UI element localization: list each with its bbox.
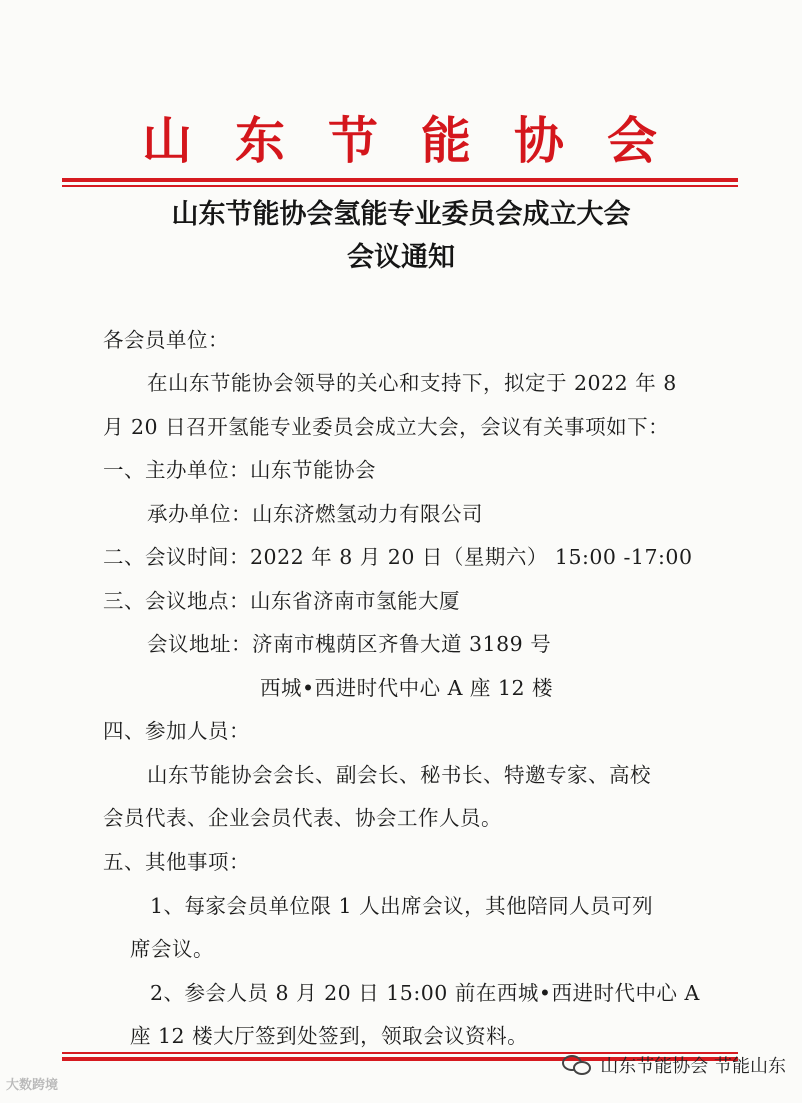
body-line: 会议地址：济南市槐荫区齐鲁大道 3189 号	[147, 632, 552, 656]
body-line: 三、会议地点：山东省济南市氢能大厦	[103, 589, 460, 613]
body-line: 西城•西进时代中心 A 座 12 楼	[260, 676, 554, 700]
body-line: 会员代表、企业会员代表、协会工作人员。	[103, 806, 502, 830]
document-title: 山东节能协会氢能专业委员会成立大会	[171, 199, 631, 230]
body-line: 各会员单位：	[103, 328, 229, 352]
body-line: 二、会议时间：2022 年 8 月 20 日（星期六） 15:00 -17:00	[103, 545, 693, 569]
body-line: 1、每家会员单位限 1 人出席会议，其他陪同人员可列	[150, 894, 654, 918]
body-line: 四、参加人员：	[103, 719, 250, 743]
body-line: 承办单位：山东济燃氢动力有限公司	[147, 502, 483, 526]
document-subtitle: 会议通知	[347, 242, 455, 273]
body-line: 一、主办单位：山东节能协会	[103, 458, 376, 482]
letterhead-rule-thin	[62, 185, 738, 187]
body-line: 2、参会人员 8 月 20 日 15:00 前在西城•西进时代中心 A	[150, 981, 700, 1005]
body-line: 山东节能协会会长、副会长、秘书长、特邀专家、高校	[147, 763, 651, 787]
wechat-account-name: 山东节能协会 节能山东	[600, 1056, 786, 1077]
body-line: 月 20 日召开氢能专业委员会成立大会，会议有关事项如下：	[103, 415, 670, 439]
corner-watermark: 大数跨境	[6, 1078, 59, 1093]
body-line: 在山东节能协会领导的关心和支持下，拟定于 2022 年 8	[147, 371, 677, 395]
body-line: 席会议。	[130, 937, 214, 961]
body-line: 座 12 楼大厅签到处签到，领取会议资料。	[130, 1024, 529, 1048]
wechat-watermark	[562, 1052, 786, 1078]
wechat-icon	[562, 1053, 594, 1077]
letterhead-org-name: 山东节能协会	[142, 111, 700, 170]
letterhead-rule-thick	[62, 178, 738, 182]
body-line: 五、其他事项：	[103, 850, 250, 874]
